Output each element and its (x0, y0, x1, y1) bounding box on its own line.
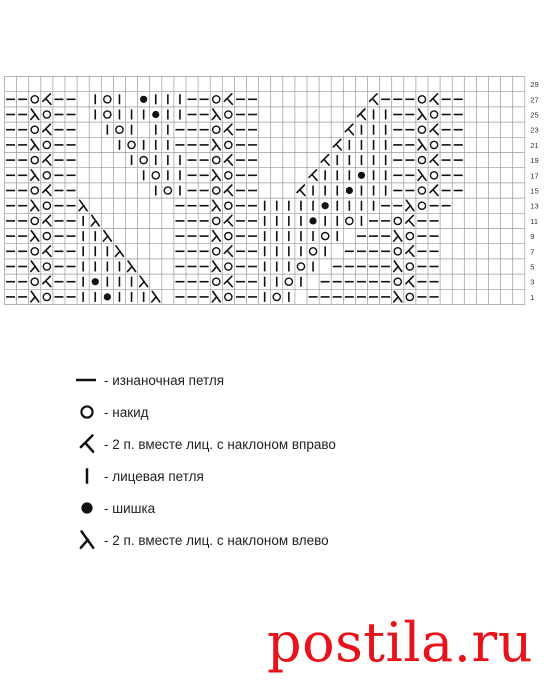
stitch-k2tog-left (212, 139, 220, 150)
stitch-k2tog-left (394, 291, 402, 302)
stitch-k2tog-left (31, 139, 39, 150)
stitch-k2tog-right (43, 124, 51, 135)
row-label: 7 (530, 247, 535, 257)
legend-row-purl (70, 364, 450, 396)
row-label: 21 (530, 140, 539, 150)
stitch-yarn-over (213, 217, 220, 224)
stitch-k2tog-right (43, 94, 51, 105)
stitch-k2tog-left (115, 246, 123, 256)
stitch-yarn-over (394, 278, 401, 285)
stitch-yarn-over (164, 187, 171, 194)
legend (70, 364, 450, 556)
stitch-yarn-over (418, 96, 425, 103)
stitch-yarn-over (322, 233, 329, 240)
stitch-yarn-over (285, 278, 292, 285)
stitch-k2tog-left (418, 109, 426, 120)
stitch-yarn-over (225, 202, 232, 209)
stitch-k2tog-right (224, 215, 232, 226)
legend-row-yarn-over (70, 396, 450, 428)
stitch-yarn-over (213, 278, 220, 285)
legend-text-k2tog-left: - 2 п. вместе лиц. с наклоном влево (104, 532, 329, 548)
stitch-k2tog-left (31, 231, 39, 242)
k2tog-right-icon (70, 430, 104, 458)
stitch-yarn-over (213, 248, 220, 255)
stitch-yarn-over (128, 141, 135, 148)
stitch-k2tog-left (31, 200, 39, 211)
stitch-k2tog-right (224, 246, 232, 256)
stitch-k2tog-left (128, 261, 136, 272)
stitch-bobble (322, 202, 329, 209)
stitch-bobble (104, 293, 111, 300)
stitch-bobble (152, 111, 159, 118)
stitch-k2tog-right (333, 139, 341, 150)
stitch-k2tog-right (430, 185, 438, 196)
stitch-yarn-over (418, 157, 425, 164)
stitch-yarn-over (43, 233, 50, 240)
legend-text-knit: - лицевая петля (104, 468, 204, 484)
row-label: 25 (530, 110, 539, 120)
stitch-yarn-over (43, 202, 50, 209)
legend-row-knit (70, 460, 450, 492)
legend-row-k2tog-left (70, 524, 450, 556)
stitch-k2tog-right (43, 215, 51, 226)
stitch-k2tog-right (297, 185, 305, 196)
stitch-yarn-over (213, 96, 220, 103)
chart-grid-svg (4, 76, 546, 306)
stitch-k2tog-right (321, 155, 329, 166)
stitch-yarn-over (297, 263, 304, 270)
stitch-k2tog-left (212, 170, 220, 181)
stitch-k2tog-left (140, 276, 148, 287)
stitch-yarn-over (418, 202, 425, 209)
stitch-k2tog-left (212, 261, 220, 272)
stitch-yarn-over (31, 217, 38, 224)
row-label: 19 (530, 156, 539, 166)
stitch-yarn-over (418, 187, 425, 194)
stitch-yarn-over (31, 248, 38, 255)
stitch-yarn-over (225, 233, 232, 240)
stitch-k2tog-left (418, 170, 426, 181)
stitch-k2tog-left (152, 291, 160, 302)
stitch-k2tog-left (31, 170, 39, 181)
stitch-yarn-over (430, 111, 437, 118)
stitch-bobble (358, 172, 365, 179)
stitch-k2tog-right (224, 155, 232, 166)
legend-text-k2tog-right: - 2 п. вместе лиц. с наклоном вправо (104, 436, 336, 452)
row-label: 27 (530, 95, 539, 105)
stitch-yarn-over (418, 126, 425, 133)
stitch-k2tog-right (406, 276, 414, 287)
stitch-bobble (92, 278, 99, 285)
stitch-k2tog-left (103, 231, 111, 242)
stitch-yarn-over (213, 157, 220, 164)
knit-icon (70, 462, 104, 490)
stitch-yarn-over (31, 187, 38, 194)
stitch-yarn-over (43, 293, 50, 300)
stitch-k2tog-left (418, 139, 426, 150)
stitch-k2tog-left (31, 291, 39, 302)
stitch-k2tog-left (31, 109, 39, 120)
stitch-yarn-over (394, 248, 401, 255)
stitch-yarn-over (31, 157, 38, 164)
stitch-yarn-over (346, 217, 353, 224)
row-label: 23 (530, 125, 539, 135)
legend-row-bobble (70, 492, 450, 524)
stitch-yarn-over (140, 157, 147, 164)
row-label: 3 (530, 277, 535, 287)
stitch-yarn-over (406, 263, 413, 270)
stitch-yarn-over (31, 278, 38, 285)
row-label: 5 (530, 262, 535, 272)
stitch-k2tog-right (43, 276, 51, 287)
stitch-k2tog-left (406, 200, 414, 211)
stitch-yarn-over (116, 126, 123, 133)
knitting-chart (4, 76, 546, 306)
stitch-k2tog-right (43, 155, 51, 166)
stitch-yarn-over (225, 263, 232, 270)
stitch-yarn-over (273, 293, 280, 300)
stitch-k2tog-right (224, 94, 232, 105)
stitch-k2tog-left (31, 261, 39, 272)
stitch-yarn-over (43, 172, 50, 179)
stitch-yarn-over (43, 141, 50, 148)
stitch-k2tog-right (43, 246, 51, 256)
yarn-over-icon (70, 398, 104, 426)
postila-watermark: postila.ru (267, 611, 533, 674)
purl-icon (70, 366, 104, 394)
stitch-bobble (346, 187, 353, 194)
stitch-yarn-over (31, 126, 38, 133)
stitch-k2tog-left (212, 109, 220, 120)
stitch-k2tog-right (224, 185, 232, 196)
stitch-yarn-over (43, 263, 50, 270)
stitch-bobble (309, 217, 316, 224)
stitch-k2tog-left (79, 200, 87, 211)
stitch-yarn-over (430, 172, 437, 179)
legend-text-yarn-over: - накид (104, 404, 149, 420)
stitch-yarn-over (43, 111, 50, 118)
stitch-yarn-over (309, 248, 316, 255)
stitch-k2tog-left (91, 215, 99, 226)
stitch-yarn-over (406, 233, 413, 240)
stitch-yarn-over (430, 141, 437, 148)
stitch-k2tog-left (394, 261, 402, 272)
stitch-bobble (140, 96, 147, 103)
stitch-k2tog-right (43, 185, 51, 196)
stitch-yarn-over (406, 293, 413, 300)
stitch-k2tog-right (309, 170, 317, 181)
stitch-k2tog-right (406, 215, 414, 226)
stitch-yarn-over (225, 172, 232, 179)
stitch-k2tog-left (212, 200, 220, 211)
stitch-k2tog-left (212, 231, 220, 242)
stitch-yarn-over (31, 96, 38, 103)
legend-text-bobble: - шишка (104, 500, 156, 516)
stitch-yarn-over (104, 111, 111, 118)
stitch-k2tog-right (430, 94, 438, 105)
row-label: 17 (530, 171, 539, 181)
stitch-k2tog-right (430, 155, 438, 166)
stitch-yarn-over (213, 187, 220, 194)
k2tog-left-icon (70, 526, 104, 554)
stitch-k2tog-right (224, 276, 232, 287)
stitch-k2tog-left (212, 291, 220, 302)
row-label: 1 (530, 292, 535, 302)
stitch-yarn-over (152, 172, 159, 179)
stitch-k2tog-right (430, 124, 438, 135)
stitch-yarn-over (213, 126, 220, 133)
stitch-k2tog-right (357, 109, 365, 120)
stitch-k2tog-right (370, 94, 378, 105)
legend-text-purl: - изнаночная петля (104, 372, 225, 388)
legend-row-k2tog-right (70, 428, 450, 460)
row-label: 15 (530, 186, 539, 196)
row-label: 29 (530, 80, 539, 90)
stitch-k2tog-left (394, 231, 402, 242)
row-label: 9 (530, 232, 535, 242)
stitch-yarn-over (225, 141, 232, 148)
row-label: 11 (530, 216, 539, 226)
stitch-yarn-over (394, 217, 401, 224)
row-label: 13 (530, 201, 539, 211)
stitch-yarn-over (104, 96, 111, 103)
stitch-k2tog-right (345, 124, 353, 135)
stitch-yarn-over (225, 111, 232, 118)
bobble-icon (70, 494, 104, 522)
stitch-k2tog-right (224, 124, 232, 135)
stitch-yarn-over (225, 293, 232, 300)
stitch-k2tog-right (406, 246, 414, 256)
